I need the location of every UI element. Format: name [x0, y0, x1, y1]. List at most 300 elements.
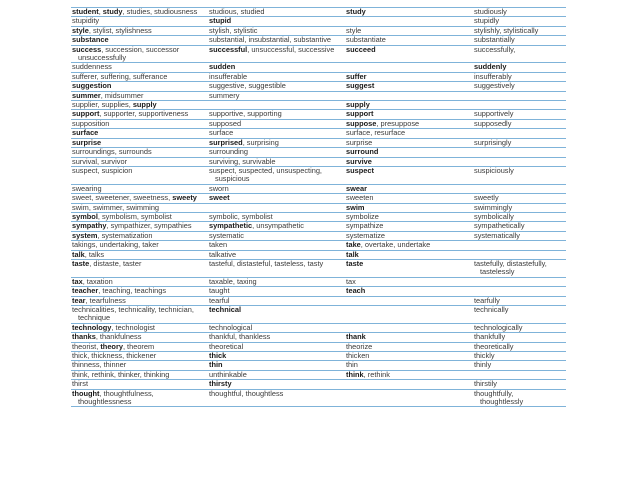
word-text: , sympathizer, sympathies — [106, 221, 192, 231]
noun-cell — [71, 342, 208, 351]
cell-line — [346, 278, 471, 286]
adjective-cell — [208, 129, 345, 138]
cell-line — [72, 251, 206, 259]
adjective-cell — [208, 250, 345, 259]
headword: sympathetic — [209, 221, 253, 231]
word-text: theorist, — [72, 342, 101, 351]
table-row — [71, 380, 566, 389]
word-text: , symbolism, symbolist — [97, 212, 172, 221]
noun-cell — [71, 101, 208, 110]
word-text: technological — [209, 323, 253, 332]
verb-cell — [345, 194, 473, 203]
cell-line — [209, 278, 343, 286]
word-text: suspicious — [215, 174, 250, 184]
table-row — [71, 17, 566, 26]
table-row — [71, 157, 566, 166]
adjective-cell — [208, 101, 345, 110]
adverb-cell — [473, 250, 566, 259]
noun-cell — [71, 36, 208, 45]
word-text: , distaste, taster — [89, 259, 142, 268]
word-text: surroundings, surrounds — [72, 147, 152, 157]
headword: system — [72, 231, 98, 240]
adjective-cell — [208, 157, 345, 166]
table-row — [71, 138, 566, 147]
word-text: symbolize — [346, 212, 379, 221]
cell-line — [72, 222, 206, 230]
headword: symbol — [72, 212, 98, 221]
noun-cell — [71, 361, 208, 370]
headword: think — [346, 370, 364, 379]
adjective-cell — [208, 380, 345, 389]
adjective-cell — [208, 45, 345, 63]
headword: technical — [209, 305, 242, 314]
cell-line — [474, 343, 564, 351]
adjective-cell — [208, 203, 345, 212]
cell-line — [346, 129, 471, 137]
noun-cell — [71, 148, 208, 157]
adverb-cell — [473, 287, 566, 296]
word-text: suddenness — [72, 62, 112, 72]
adjective-cell — [208, 36, 345, 45]
cell-line — [209, 82, 343, 90]
adverb-cell — [473, 352, 566, 361]
verb-cell — [345, 148, 473, 157]
cell-line — [209, 251, 343, 259]
word-text: symbolically — [474, 212, 514, 221]
adjective-cell — [208, 91, 345, 100]
verb-cell — [345, 250, 473, 259]
word-text: surrounding — [209, 147, 249, 157]
adjective-cell — [208, 287, 345, 296]
cell-line — [209, 306, 343, 314]
adjective-cell — [208, 231, 345, 240]
table-row — [71, 91, 566, 100]
cell-line — [209, 361, 343, 369]
word-text: substantial, insubstantial, substantive — [209, 35, 332, 45]
word-text: technologically — [474, 323, 523, 332]
headword: take — [346, 240, 361, 250]
verb-cell — [345, 36, 473, 45]
cell-line — [209, 175, 343, 183]
word-text: tasteful, distasteful, tasteless, tasty — [209, 259, 324, 268]
word-text: , systematization — [97, 231, 153, 240]
adjective-cell — [208, 389, 345, 407]
headword: support — [72, 109, 100, 119]
word-text: , thoughtfulness, — [99, 389, 154, 398]
table-row — [71, 231, 566, 240]
word-text: suggestive, suggestible — [209, 81, 286, 91]
verb-cell — [345, 287, 473, 296]
cell-line — [72, 17, 206, 25]
word-text: stylish, stylistic — [209, 26, 258, 35]
word-text: , thankfulness — [95, 332, 142, 342]
cell-line — [209, 148, 343, 156]
word-text: thoughtlessness — [78, 397, 132, 407]
headword: swear — [346, 184, 367, 193]
verb-cell — [345, 389, 473, 407]
word-text: talkative — [209, 250, 237, 259]
verb-cell — [345, 277, 473, 286]
cell-line — [209, 120, 343, 128]
adjective-cell — [208, 138, 345, 147]
word-text: thankfully — [474, 332, 506, 342]
headword: taste — [346, 259, 364, 268]
noun-cell — [71, 296, 208, 305]
table-row — [71, 370, 566, 379]
headword: thirsty — [209, 379, 232, 389]
adverb-cell — [473, 277, 566, 286]
headword: thick — [209, 351, 227, 361]
word-text: tastelessly — [480, 267, 515, 277]
table-row — [71, 119, 566, 128]
word-text: systematically — [474, 231, 520, 240]
adverb-cell — [473, 361, 566, 370]
cell-line — [209, 241, 343, 249]
cell-line — [72, 260, 206, 268]
noun-cell — [71, 323, 208, 332]
word-text: unsuccessfully — [78, 53, 127, 63]
adjective-cell — [208, 194, 345, 203]
headword: taste — [72, 259, 90, 268]
adjective-cell — [208, 222, 345, 231]
cell-line — [474, 222, 564, 230]
cell-line — [72, 333, 206, 341]
word-text: supposedly — [474, 119, 512, 128]
cell-line — [72, 324, 206, 332]
cell-line — [72, 148, 206, 156]
cell-line — [474, 333, 564, 341]
cell-line — [72, 185, 206, 193]
word-text: , taxation — [82, 277, 113, 286]
table-row — [71, 306, 566, 324]
cell-line — [346, 120, 471, 128]
verb-cell — [345, 361, 473, 370]
cell-line — [209, 110, 343, 118]
cell-line — [209, 129, 343, 137]
adverb-cell — [473, 231, 566, 240]
cell-line — [72, 139, 206, 147]
table-row — [71, 361, 566, 370]
cell-line — [72, 101, 206, 109]
word-text: surprisingly — [474, 138, 512, 147]
noun-cell — [71, 352, 208, 361]
word-text: , teaching, teachings — [98, 286, 167, 296]
word-text: theorize — [346, 342, 373, 351]
noun-cell — [71, 157, 208, 166]
cell-line — [209, 297, 343, 305]
word-text: insufferably — [474, 72, 512, 81]
headword: sympathy — [72, 221, 107, 231]
noun-cell — [71, 82, 208, 91]
headword: success — [72, 45, 102, 54]
noun-cell — [71, 370, 208, 379]
headword: style — [72, 26, 89, 35]
cell-line — [72, 213, 206, 221]
cell-line — [346, 260, 471, 268]
verb-cell — [345, 203, 473, 212]
verb-cell — [345, 129, 473, 138]
word-text: systematic — [209, 231, 244, 240]
table-row — [71, 389, 566, 407]
verb-cell — [345, 352, 473, 361]
cell-line — [72, 287, 206, 295]
cell-line — [209, 194, 343, 202]
cell-line — [474, 63, 564, 71]
word-text: , succession, successor — [101, 45, 180, 54]
cell-line — [209, 46, 343, 54]
word-text: , theorem — [122, 342, 155, 351]
cell-line — [209, 333, 343, 341]
cell-line — [346, 46, 471, 54]
cell-line — [72, 63, 206, 71]
word-text: thin — [346, 360, 358, 370]
cell-line — [72, 27, 206, 35]
headword: teach — [346, 286, 366, 296]
word-text: symbolic, symbolist — [209, 212, 273, 221]
cell-line — [474, 213, 564, 221]
cell-line — [209, 324, 343, 332]
adverb-cell — [473, 119, 566, 128]
table-row — [71, 45, 566, 63]
table-row — [71, 323, 566, 332]
word-text: sweet, sweetener, sweetness, — [72, 193, 173, 203]
verb-cell — [345, 380, 473, 389]
word-text: survival, survivor — [72, 157, 128, 166]
cell-line — [72, 297, 206, 305]
verb-cell — [345, 212, 473, 221]
word-text: suggestively — [474, 81, 515, 91]
cell-line — [209, 352, 343, 360]
cell-line — [474, 268, 564, 276]
word-text: studiously — [474, 7, 507, 16]
cell-line — [72, 371, 206, 379]
cell-line — [346, 361, 471, 369]
word-text: technically — [474, 305, 509, 314]
verb-cell — [345, 63, 473, 72]
cell-line — [346, 352, 471, 360]
cell-line — [72, 129, 206, 137]
word-text: thick, thickness, thickener — [72, 351, 157, 361]
headword: talk — [72, 250, 85, 259]
cell-line — [209, 213, 343, 221]
noun-cell — [71, 231, 208, 240]
word-text: , rethink — [363, 370, 390, 379]
table-row — [71, 277, 566, 286]
word-text: supplier, supplies, — [72, 100, 133, 110]
adverb-cell — [473, 138, 566, 147]
adjective-cell — [208, 259, 345, 277]
noun-cell — [71, 241, 208, 250]
headword: succeed — [346, 45, 376, 54]
word-text: , presuppose — [376, 119, 420, 128]
cell-line — [474, 324, 564, 332]
adjective-cell — [208, 306, 345, 324]
adjective-cell — [208, 63, 345, 72]
word-family-table-sheet — [71, 7, 566, 407]
cell-line — [474, 306, 564, 314]
adverb-cell — [473, 8, 566, 17]
cell-line — [346, 371, 471, 379]
table-row — [71, 241, 566, 250]
cell-line — [72, 82, 206, 90]
headword: suffer — [346, 72, 367, 81]
noun-cell — [71, 287, 208, 296]
adverb-cell — [473, 203, 566, 212]
headword: suspect — [346, 166, 374, 175]
adverb-cell — [473, 148, 566, 157]
word-text: suspect, suspected, unsuspecting, — [209, 166, 322, 175]
adverb-cell — [473, 17, 566, 26]
word-text: technicalities, technicality, technician, — [72, 305, 194, 314]
table-row — [71, 26, 566, 35]
cell-line — [474, 194, 564, 202]
headword: surprised — [209, 138, 243, 147]
adjective-cell — [208, 148, 345, 157]
cell-line — [474, 27, 564, 35]
adjective-cell — [208, 119, 345, 128]
adjective-cell — [208, 296, 345, 305]
noun-cell — [71, 119, 208, 128]
verb-cell — [345, 370, 473, 379]
cell-line — [209, 260, 343, 268]
verb-cell — [345, 342, 473, 351]
verb-cell — [345, 259, 473, 277]
table-row — [71, 250, 566, 259]
cell-line — [474, 297, 564, 305]
noun-cell — [71, 212, 208, 221]
headword: sweety — [172, 193, 197, 203]
headword: sweet — [209, 193, 230, 203]
adjective-cell — [208, 241, 345, 250]
noun-cell — [71, 380, 208, 389]
table-row — [71, 352, 566, 361]
noun-cell — [71, 389, 208, 407]
word-text: supposed — [209, 119, 242, 128]
verb-cell — [345, 72, 473, 81]
verb-cell — [345, 333, 473, 342]
cell-line — [72, 398, 206, 406]
word-text: surface, resurface — [346, 128, 406, 138]
word-text: , unsympathetic — [252, 221, 304, 231]
headword: thank — [346, 332, 366, 342]
cell-line — [209, 343, 343, 351]
table-row — [71, 166, 566, 184]
cell-line — [474, 36, 564, 44]
verb-cell — [345, 119, 473, 128]
verb-cell — [345, 45, 473, 63]
word-text: studious, studied — [209, 7, 265, 16]
cell-line — [346, 232, 471, 240]
verb-cell — [345, 17, 473, 26]
adverb-cell — [473, 342, 566, 351]
word-text: supportive, supporting — [209, 109, 282, 119]
noun-cell — [71, 45, 208, 63]
adverb-cell — [473, 129, 566, 138]
cell-line — [474, 380, 564, 388]
word-text: , surprising — [242, 138, 279, 147]
cell-line — [346, 158, 471, 166]
headword: substance — [72, 35, 109, 45]
adjective-cell — [208, 352, 345, 361]
verb-cell — [345, 101, 473, 110]
verb-cell — [345, 222, 473, 231]
headword: surface — [72, 128, 99, 138]
word-text: substantiate — [346, 35, 386, 45]
adverb-cell — [473, 166, 566, 184]
adverb-cell — [473, 110, 566, 119]
cell-line — [346, 36, 471, 44]
word-text: taught — [209, 286, 230, 296]
adverb-cell — [473, 101, 566, 110]
table-row — [71, 82, 566, 91]
noun-cell — [71, 110, 208, 119]
word-text: thickly — [474, 351, 495, 361]
word-text: substantially — [474, 35, 515, 45]
word-text: sweetly — [474, 193, 499, 203]
adjective-cell — [208, 212, 345, 221]
word-text: tearfully — [474, 296, 500, 305]
word-text: swimmingly — [474, 203, 513, 212]
cell-line — [346, 73, 471, 81]
headword: thought — [72, 389, 100, 398]
cell-line — [72, 120, 206, 128]
adjective-cell — [208, 110, 345, 119]
table-row — [71, 212, 566, 221]
adverb-cell — [473, 157, 566, 166]
adverb-cell — [473, 91, 566, 100]
cell-line — [474, 167, 564, 175]
word-text: takings, undertaking, taker — [72, 240, 159, 250]
word-text: summery — [209, 91, 240, 100]
table-row — [71, 101, 566, 110]
headword: survive — [346, 157, 372, 166]
word-text: sympathetically — [474, 221, 525, 231]
adverb-cell — [473, 323, 566, 332]
cell-line — [72, 204, 206, 212]
headword: support — [346, 109, 374, 119]
cell-line — [72, 110, 206, 118]
headword: suppose — [346, 119, 377, 128]
headword: surprise — [72, 138, 102, 147]
verb-cell — [345, 166, 473, 184]
word-text: sweeten — [346, 193, 374, 203]
table-row — [71, 8, 566, 17]
word-text: style — [346, 26, 362, 35]
verb-cell — [345, 296, 473, 305]
headword: supply — [132, 100, 157, 110]
word-text: sworn — [209, 184, 229, 193]
adjective-cell — [208, 361, 345, 370]
noun-cell — [71, 8, 208, 17]
word-text: , — [98, 7, 103, 16]
cell-line — [474, 17, 564, 25]
table-row — [71, 342, 566, 351]
adjective-cell — [208, 72, 345, 81]
cell-line — [474, 139, 564, 147]
cell-line — [72, 232, 206, 240]
cell-line — [474, 8, 564, 16]
verb-cell — [345, 323, 473, 332]
cell-line — [72, 8, 206, 16]
noun-cell — [71, 129, 208, 138]
cell-line — [209, 287, 343, 295]
adjective-cell — [208, 323, 345, 332]
cell-line — [346, 287, 471, 295]
cell-line — [72, 241, 206, 249]
table-row — [71, 259, 566, 277]
adjective-cell — [208, 370, 345, 379]
table-row — [71, 148, 566, 157]
